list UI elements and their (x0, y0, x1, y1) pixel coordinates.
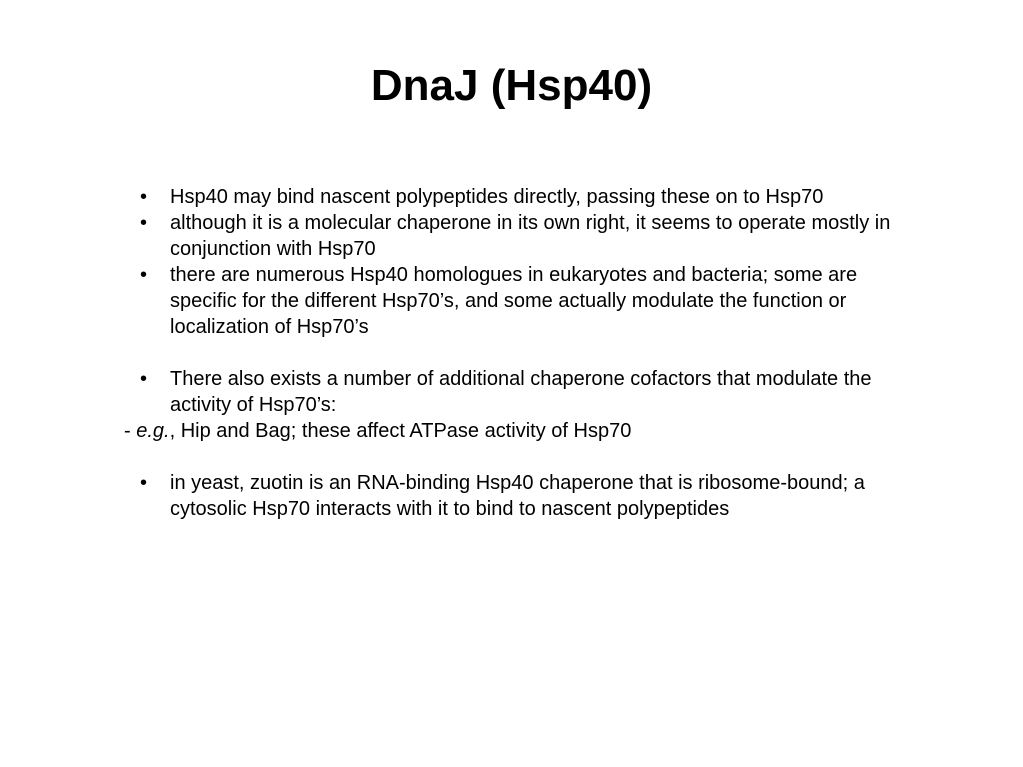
bullet-item (120, 366, 920, 418)
bullet-item (120, 184, 920, 210)
bullet-text: There also exists a number of additional chaperone cofactors that modulate the activity of Hsp70’s: (170, 368, 872, 416)
bullet-marker: • (140, 186, 148, 208)
spacer (120, 340, 920, 366)
sub-item-italic: e.g. (136, 420, 170, 442)
bullet-item (120, 470, 920, 522)
bullet-text: although it is a molecular chaperone in its own right, it seems to operate mostly in conjunction with Hsp70 (170, 212, 891, 260)
slide-body (120, 184, 920, 522)
bullet-text: Hsp40 may bind nascent polypeptides directly, passing these on to Hsp70 (170, 186, 824, 208)
slide-title: DnaJ (Hsp40) (370, 61, 653, 110)
bullet-marker: • (140, 368, 148, 390)
spacer (120, 444, 920, 470)
sub-item-text: , Hip and Bag; these affect ATPase activity of Hsp70 (169, 420, 632, 442)
bullet-marker: • (140, 472, 148, 494)
sub-item (120, 418, 920, 444)
bullet-text: in yeast, zuotin is an RNA-binding Hsp40 chaperone that is ribosome-bound; a cytosolic Hsp70 interacts with it to bind to nascent polypeptides (170, 472, 865, 520)
bullet-marker: • (140, 264, 148, 286)
bullet-item (120, 262, 920, 340)
bullet-text: there are numerous Hsp40 homologues in eukaryotes and bacteria; some are specific for the different Hsp70’s, and some actually modulate the function or localization of Hsp70’s (170, 264, 858, 338)
bullet-marker: • (140, 212, 148, 234)
bullet-item (120, 210, 920, 262)
sub-item-prefix: - (124, 420, 137, 442)
